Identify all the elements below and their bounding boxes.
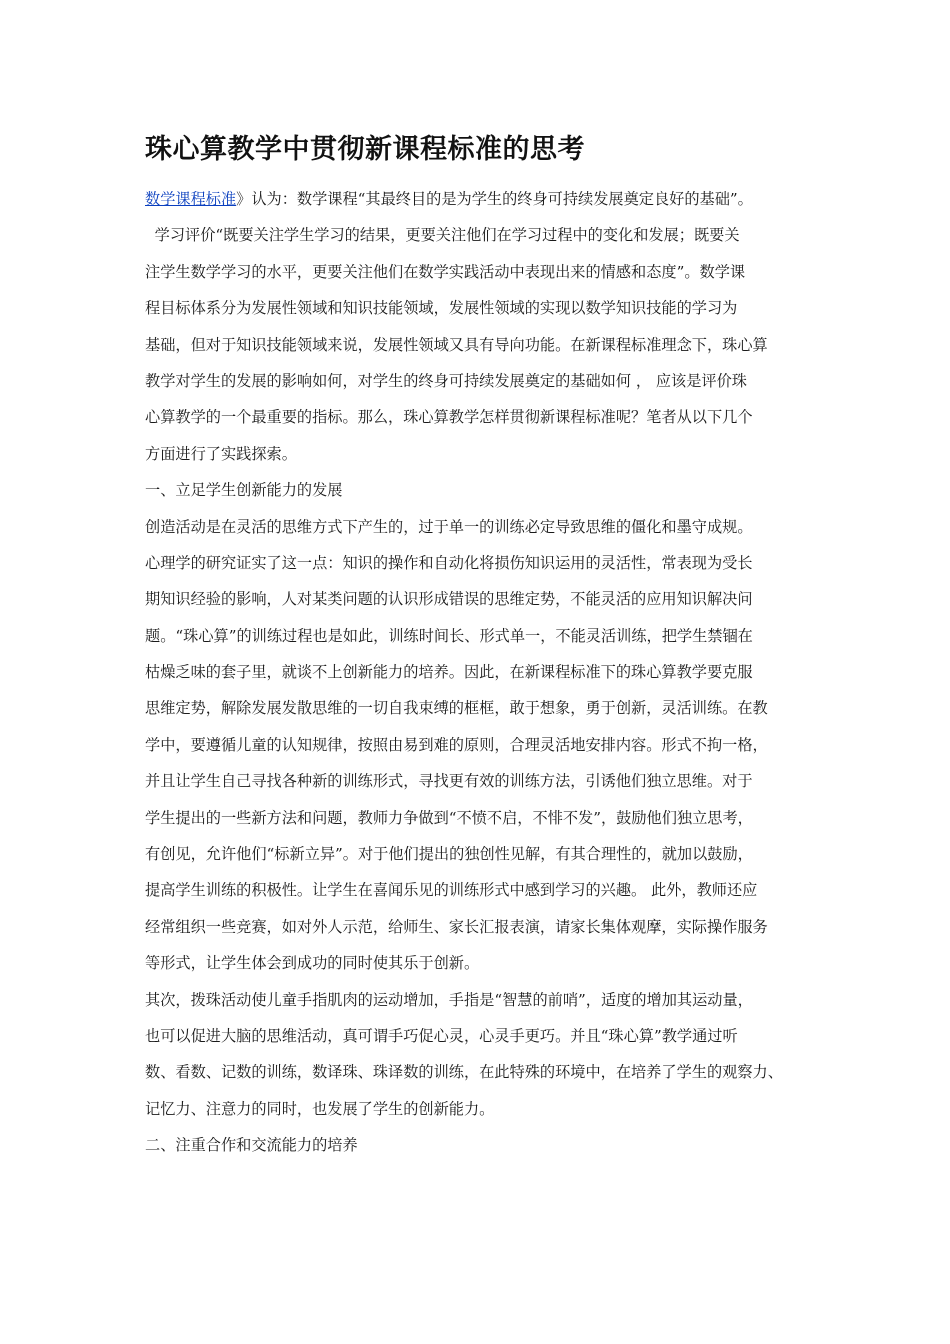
body-line: 期知识经验的影响，人对某类问题的认识形成错误的思维定势，不能灵活的应用知识解决问 bbox=[145, 590, 753, 609]
section-heading-2: 二、注重合作和交流能力的培养 bbox=[145, 1136, 358, 1155]
body-line: 其次，拨珠活动使儿童手指肌肉的运动增加，手指是“智慧的前哨”，适度的增加其运动量， bbox=[145, 990, 753, 1009]
body-line: 数、看数、记数的训练，数译珠、珠译数的训练，在此特殊的环境中，在培养了学生的观察力、 bbox=[145, 1063, 783, 1082]
body-line: 心算教学的一个最重要的指标。那么，珠心算教学怎样贯彻新课程标准呢？笔者从以下几个 bbox=[145, 408, 753, 427]
body-line-text: 》认为：数学课程“其最终目的是为学生的终身可持续发展奠定良好的基础”。 bbox=[236, 190, 753, 208]
body-line: 学生提出的一些新方法和问题，教师力争做到“不愤不启，不悱不发”，鼓励他们独立思考， bbox=[145, 808, 753, 827]
body-line: 学中，要遵循儿童的认知规律，按照由易到难的原则，合理灵活地安排内容。形式不拘一格， bbox=[145, 735, 768, 754]
body-line: 心理学的研究证实了这一点：知识的操作和自动化将损伤知识运用的灵活性，常表现为受长 bbox=[145, 553, 753, 572]
body-line: 并且让学生自己寻找各种新的训练形式，寻找更有效的训练方法，引诱他们独立思维。对于 bbox=[145, 772, 753, 791]
body-line: 方面进行了实践探索。 bbox=[145, 444, 297, 463]
body-line: 基础，但对于知识技能领域来说，发展性领域又具有导向功能。在新课程标准理念下，珠心算 bbox=[145, 335, 768, 354]
body-line: 学习评价“既要关注学生学习的结果，更要关注他们在学习过程中的变化和发展；既要关 bbox=[145, 226, 740, 245]
body-line: 题。“珠心算”的训练过程也是如此，训练时间长、形式单一，不能灵活训练，把学生禁锢在 bbox=[145, 626, 753, 645]
body-line: 教学对学生的发展的影响如何，对学生的终身可持续发展奠定的基础如何 ， 应该是评价珠 bbox=[145, 371, 747, 390]
body-line: 经常组织一些竞赛，如对外人示范，给师生、家长汇报表演，请家长集体观摩，实际操作服务 bbox=[145, 917, 768, 936]
body-line: 创造活动是在灵活的思维方式下产生的，过于单一的训练必定导致思维的僵化和墨守成规。 bbox=[145, 517, 753, 536]
document-title: 珠心算教学中贯彻新课程标准的思考 bbox=[145, 134, 585, 165]
body-line: 注学生数学学习的水平，更要关注他们在数学实践活动中表现出来的情感和态度”。数学课 bbox=[145, 262, 746, 281]
body-line: 程目标体系分为发展性领域和知识技能领域，发展性领域的实现以数学知识技能的学习为 bbox=[145, 299, 738, 318]
document-body bbox=[145, 181, 825, 1164]
body-line: 等形式，让学生体会到成功的同时使其乐于创新。 bbox=[145, 954, 480, 973]
body-line: 有创见，允许他们“标新立异”。对于他们提出的独创性见解，有其合理性的，就加以鼓励， bbox=[145, 845, 753, 864]
body-line: 思维定势，解除发展发散思维的一切自我束缚的框框，敢于想象，勇于创新，灵活训练。在教 bbox=[145, 699, 768, 718]
body-line: 枯燥乏味的套子里，就谈不上创新能力的培养。因此，在新课程标准下的珠心算教学要克服 bbox=[145, 663, 753, 682]
body-line: 记忆力、注意力的同时，也发展了学生的创新能力。 bbox=[145, 1099, 495, 1118]
body-line: 提高学生训练的积极性。让学生在喜闻乐见的训练形式中感到学习的兴趣。 此外，教师还应 bbox=[145, 881, 758, 900]
curriculum-standard-link[interactable]: 数学课程标准 bbox=[145, 190, 237, 208]
body-line bbox=[145, 181, 825, 217]
body-line: 也可以促进大脑的思维活动，真可谓手巧促心灵，心灵手更巧。并且“珠心算”教学通过听 bbox=[145, 1026, 738, 1045]
section-heading-1: 一、立足学生创新能力的发展 bbox=[145, 481, 343, 500]
